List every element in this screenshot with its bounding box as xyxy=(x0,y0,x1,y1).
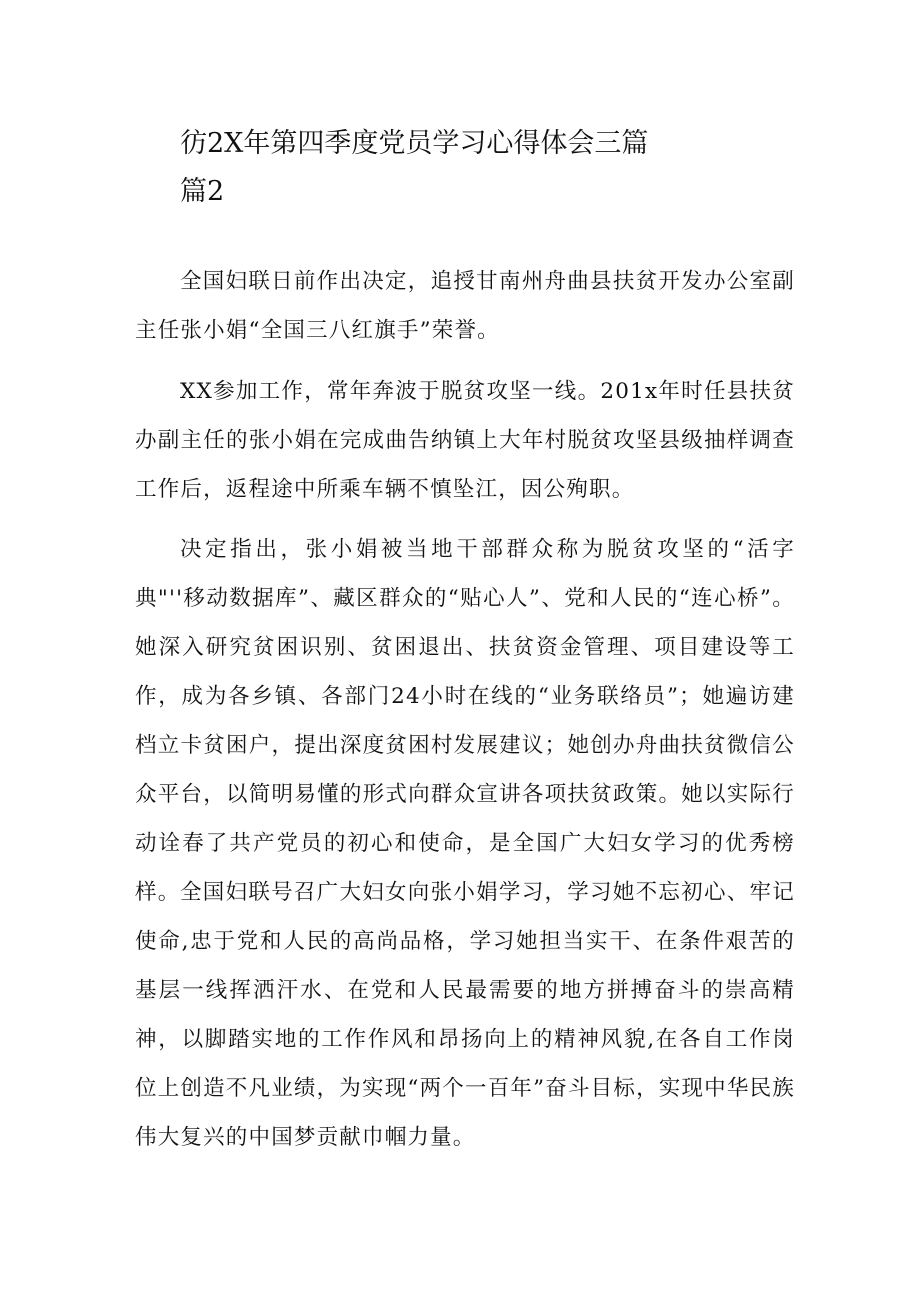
paragraph-1: 全国妇联日前作出决定，追授甘南州舟曲县扶贫开发办公室副主任张小娟“全国三八红旗手”荣誉。 xyxy=(135,269,795,343)
paragraph-2: XX参加工作，常年奔波于脱贫攻坚一线。201x年时任县扶贫办副主任的张小娟在完成曲告纳镇上大年村脱贫攻坚县级抽样调查工作后，返程途中所乘车辆不慎坠江，因公殉职。 xyxy=(135,379,795,502)
paragraph-4: 全国妇联号召广大妇女向张小娟学习，学习她不忘初心、牢记使命,忠于党和人民的高尚品格，学习她担当实干、在条件艰苦的基层一线挥洒汗水、在党和人民最需要的地方拼搏奋斗的崇高精神，以脚踏实地的工作作风和昂扬向上的精神风貌,在各自工作岗位上创造不凡业绩，为实现“两个一百年”奋斗目标，实现中华民族伟大复兴的中国梦贡献巾帼力量。 xyxy=(135,880,795,1150)
document-title: 彷2X年第四季度党员学习心得体会三篇 xyxy=(180,128,649,159)
section-heading: 篇2 xyxy=(180,176,225,207)
paragraph-3: 决定指出，张小娟被当地干部群众称为脱贫攻坚的“活字典"''移动数据库”、藏区群众的“贴心人”、党和人民的“连心桥”。她深入研究贫困识别、贫困退出、扶贫资金管理、项目建设等工作，成为各乡镇、各部门24小时在线的“业务联络员”；她遍访建档立卡贫困户，提出深度贫困村发展建议；她创办舟曲扶贫微信公众平台，以简明易懂的形式向群众宣讲各项扶贫政策。她以实际行动诠春了共产党员的初心和使命，是全国广大妇女学习的优秀榜样。 xyxy=(135,537,795,905)
